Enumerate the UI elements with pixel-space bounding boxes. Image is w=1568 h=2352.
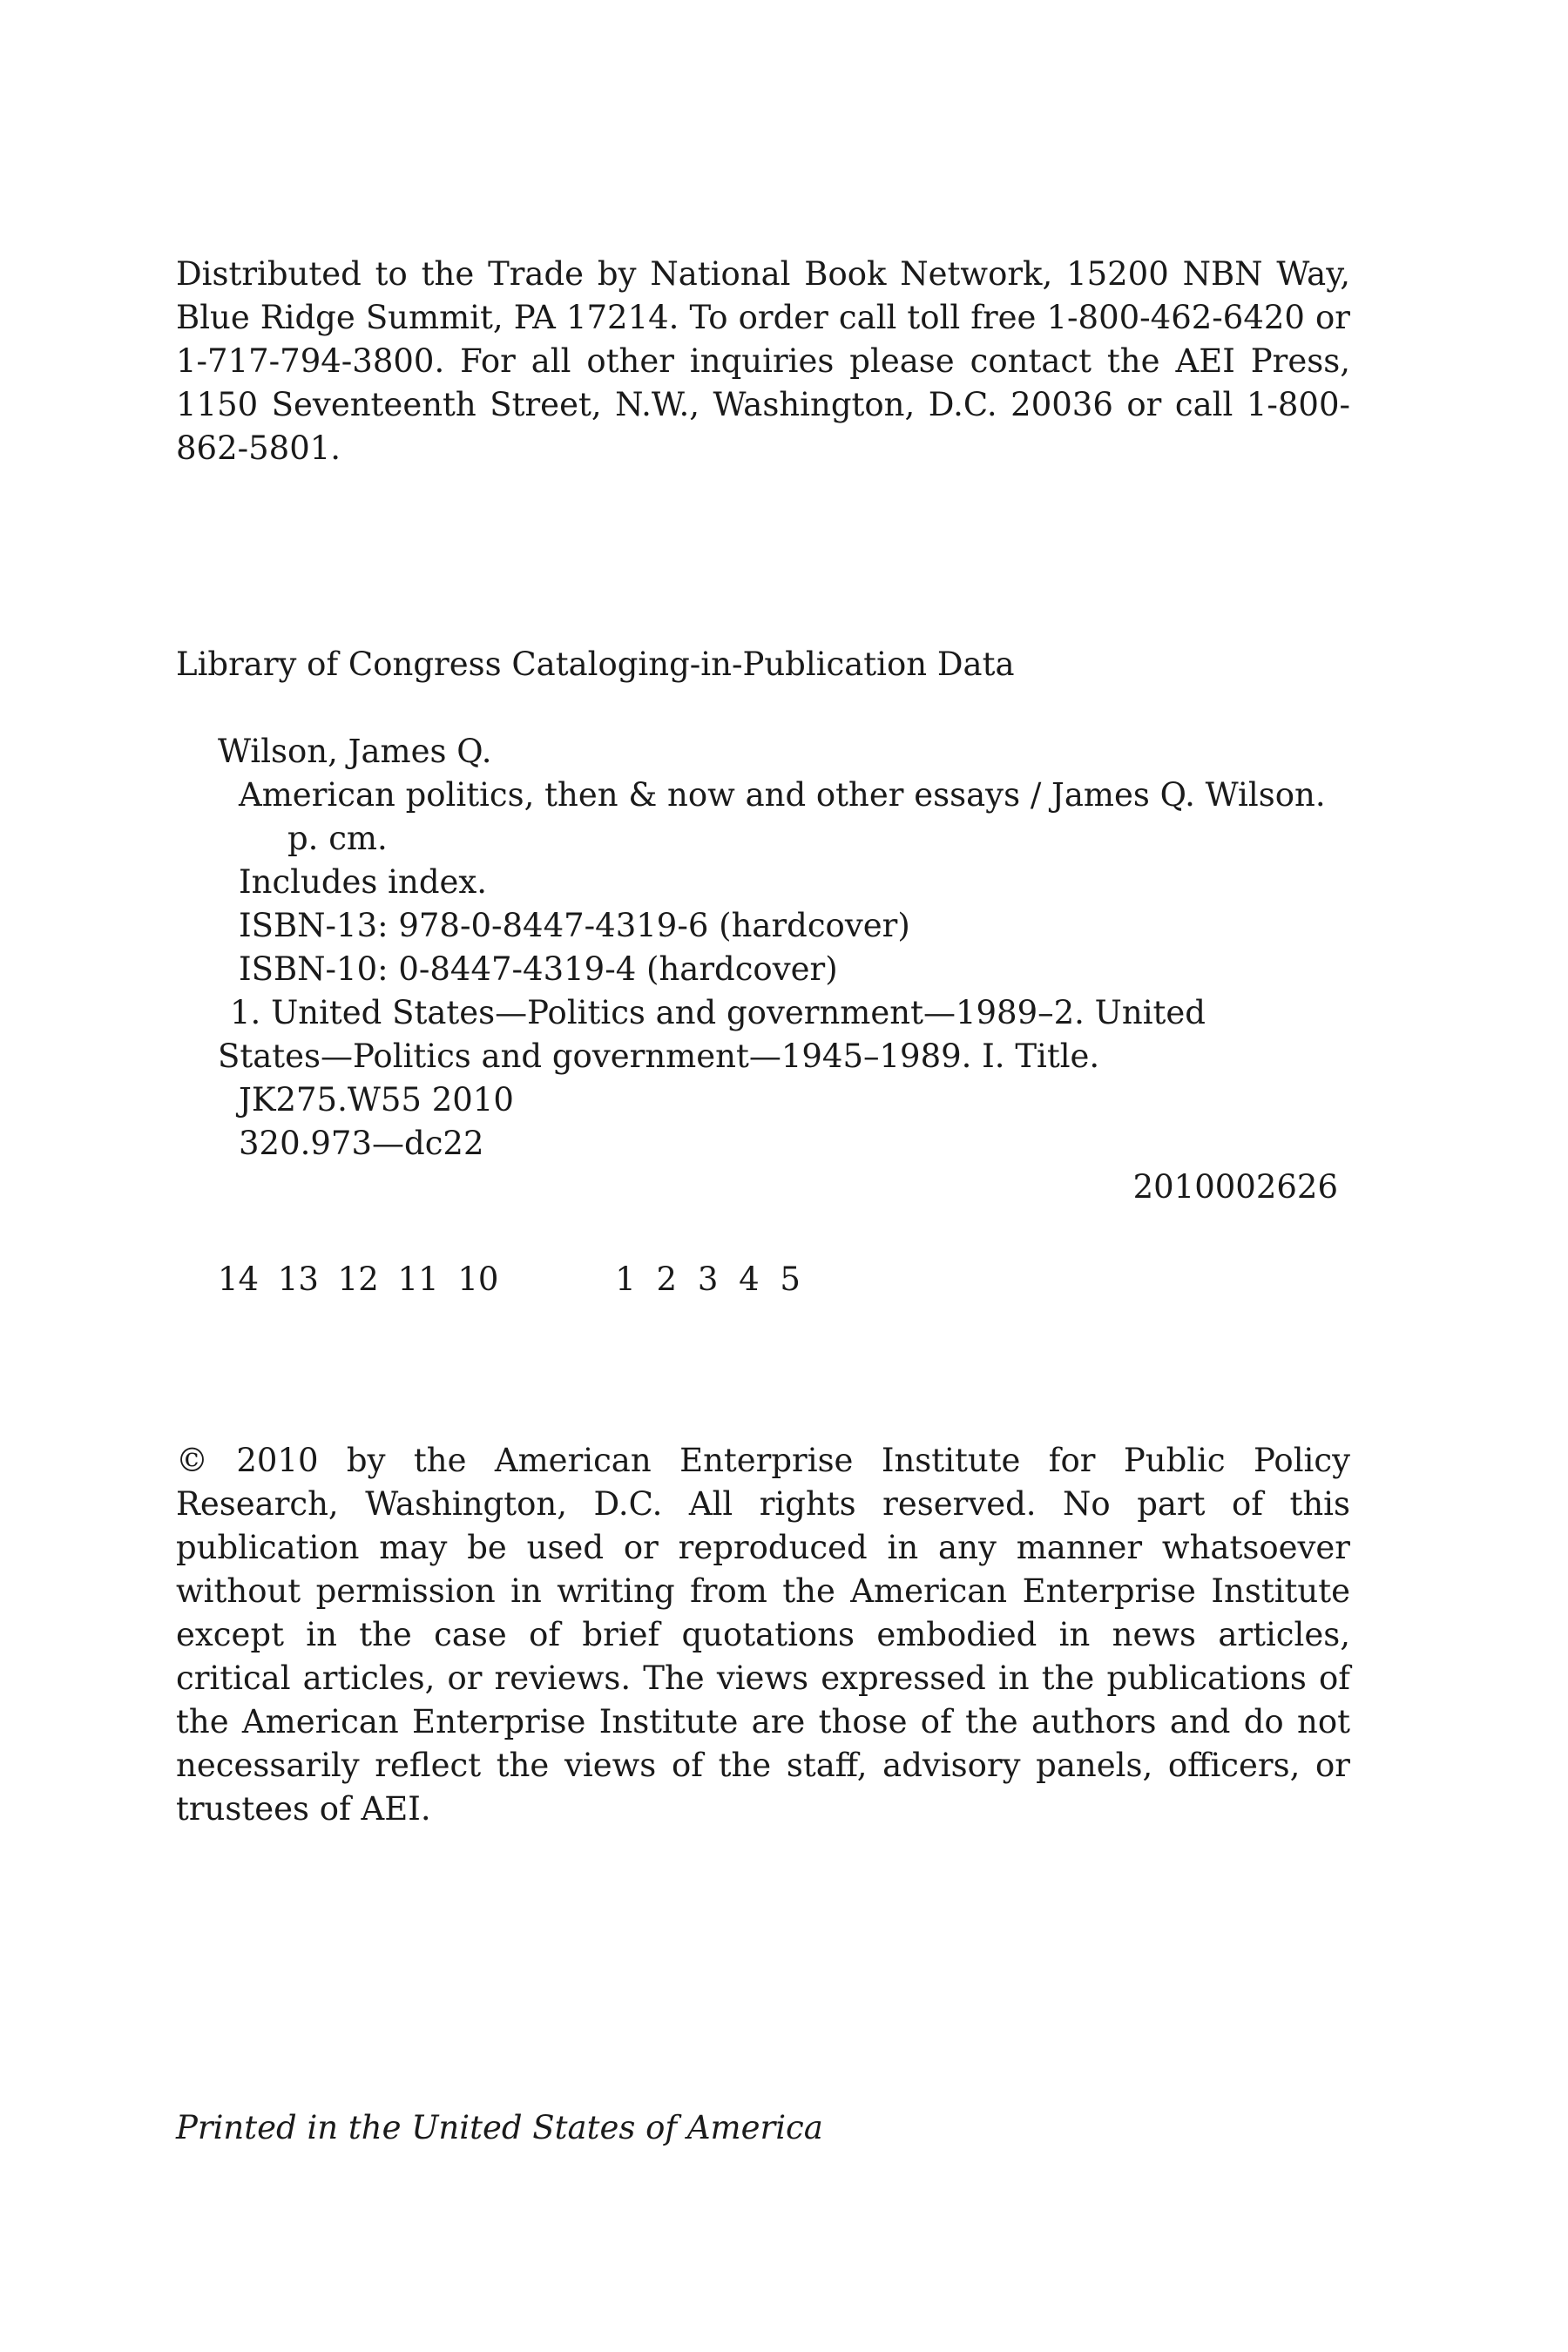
cip-index-note: Includes index. — [239, 863, 488, 901]
cip-title: American politics, then & now and other essays / James Q. Wilson. — [239, 776, 1326, 814]
cip-author: Wilson, James Q. — [218, 733, 492, 770]
printing-years: 14 13 12 11 10 — [218, 1260, 499, 1298]
printing-line — [218, 1258, 802, 1301]
cip-lccn: 2010002626 — [1132, 1168, 1338, 1206]
cip-subject-line-2: States—Politics and government—1945–1989. I. Title. — [218, 1037, 1100, 1075]
cip-lc-class: JK275.W55 2010 — [239, 1081, 514, 1119]
printing-numbers: 1 2 3 4 5 — [615, 1260, 802, 1298]
printed-in-line: Printed in the United States of America — [176, 2109, 823, 2146]
cip-dewey: 320.973—dc22 — [239, 1125, 484, 1162]
cip-heading: Library of Congress Cataloging-in-Publication Data — [176, 645, 1015, 683]
cip-record — [176, 730, 1350, 1209]
cip-subject-line-1: 1. United States—Politics and government—1989–2. United — [230, 994, 1206, 1031]
cip-isbn13: ISBN-13: 978-0-8447-4319-6 (hardcover) — [239, 907, 910, 944]
copyright-notice: © 2010 by the American Enterprise Institute for Public Policy Research, Washington, D.C. All rights reserved. No part of this publication may be used or reproduced in any manner whatsoever without permission in writing from the American Enterprise Institute except in the case of brief quotations embodied in news articles, critical articles, or reviews. The views expressed in the publications of the American Enterprise Institute are those of the authors and do not necessarily reflect the views of the staff, advisory panels, officers, or trustees of AEI. — [176, 1442, 1350, 1828]
distribution-notice: Distributed to the Trade by National Book Network, 15200 NBN Way, Blue Ridge Summit, PA 17214. To order call toll free 1-800-462-6420 or 1-717-794-3800. For all other inquiries please contact the AEI Press, 1150 Seventeenth Street, N.W., Washington, D.C. 20036 or call 1-800-862-5801. — [176, 255, 1350, 467]
cip-isbn10: ISBN-10: 0-8447-4319-4 (hardcover) — [239, 950, 838, 988]
cip-pages: p. cm. — [287, 820, 388, 857]
